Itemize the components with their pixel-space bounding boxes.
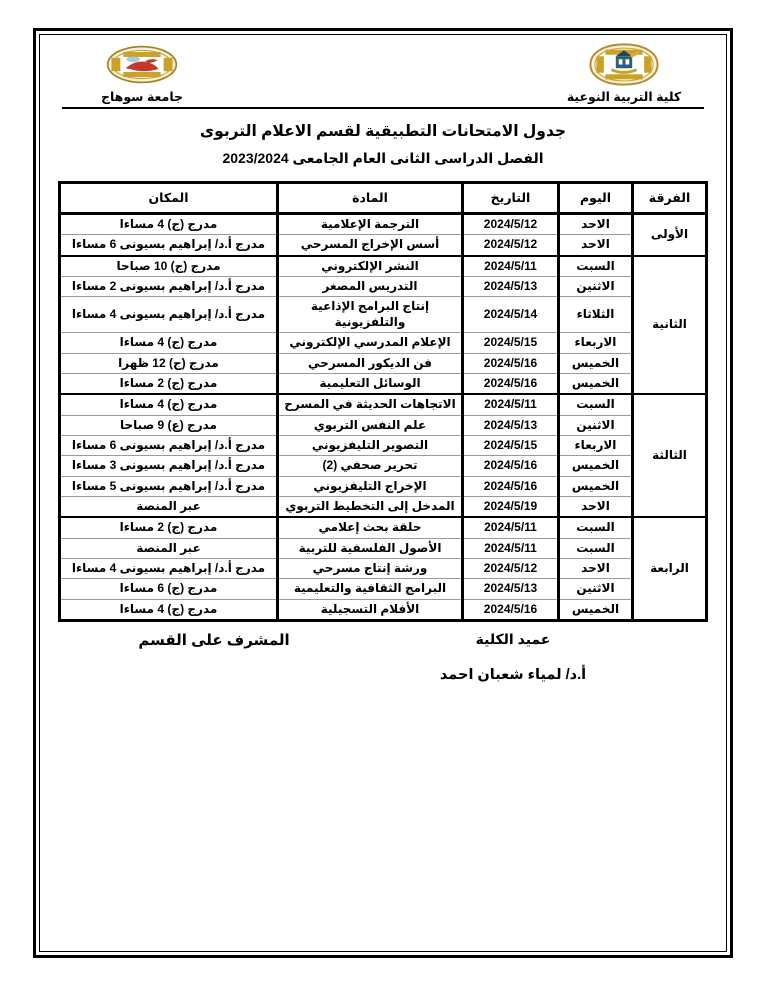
grade-cell: الثانية bbox=[633, 256, 707, 395]
table-row bbox=[60, 235, 707, 256]
day-cell: الاحد bbox=[559, 214, 633, 235]
supervisor-signature bbox=[58, 631, 370, 649]
place-cell: مدرج أ.د/ إبراهيم بسيونى 4 مساءا bbox=[60, 559, 278, 579]
table-row bbox=[60, 559, 707, 579]
header-divider bbox=[62, 107, 704, 109]
subject-cell: الوسائل التعليمية bbox=[278, 373, 463, 394]
place-cell: مدرج (ج) 2 مساءا bbox=[60, 373, 278, 394]
faculty-emblem-icon bbox=[583, 41, 665, 88]
date-cell: 2024/5/15 bbox=[463, 435, 559, 455]
day-cell: الخميس bbox=[559, 599, 633, 620]
date-cell: 2024/5/11 bbox=[463, 538, 559, 558]
table-row bbox=[60, 579, 707, 599]
letterhead bbox=[58, 31, 708, 104]
day-cell: الخميس bbox=[559, 373, 633, 394]
column-header-day: اليوم bbox=[559, 183, 633, 214]
table-row bbox=[60, 353, 707, 373]
date-cell: 2024/5/15 bbox=[463, 333, 559, 353]
table-row bbox=[60, 599, 707, 620]
subject-cell: حلقة بحث إعلامي bbox=[278, 517, 463, 538]
subject-cell: الإعلام المدرسي الإلكتروني bbox=[278, 333, 463, 353]
table-row bbox=[60, 394, 707, 415]
table-row bbox=[60, 333, 707, 353]
place-cell: مدرج (ج) 4 مساءا bbox=[60, 599, 278, 620]
dean-label: عميد الكلية bbox=[475, 631, 551, 648]
day-cell: الخميس bbox=[559, 476, 633, 496]
subject-cell: ورشة إنتاج مسرحي bbox=[278, 559, 463, 579]
date-cell: 2024/5/14 bbox=[463, 297, 559, 333]
table-body bbox=[60, 214, 707, 621]
day-cell: الاثنين bbox=[559, 415, 633, 435]
exam-schedule-table bbox=[58, 181, 708, 622]
table-row bbox=[60, 476, 707, 496]
grade-cell: الثالثة bbox=[633, 394, 707, 517]
subject-cell: التدريس المصغر bbox=[278, 277, 463, 297]
table-row bbox=[60, 373, 707, 394]
date-cell: 2024/5/11 bbox=[463, 394, 559, 415]
place-cell: مدرج (ج) 4 مساءا bbox=[60, 333, 278, 353]
date-cell: 2024/5/13 bbox=[463, 277, 559, 297]
date-cell: 2024/5/13 bbox=[463, 415, 559, 435]
place-cell: مدرج (ج) 4 مساءا bbox=[60, 214, 278, 235]
place-cell: مدرج أ.د/ إبراهيم بسيونى 2 مساءا bbox=[60, 277, 278, 297]
page-title: جدول الامتحانات التطبيقية لقسم الاعلام التربوى bbox=[199, 123, 567, 140]
day-cell: الاربعاء bbox=[559, 435, 633, 455]
subject-cell: علم النفس التربوي bbox=[278, 415, 463, 435]
date-cell: 2024/5/12 bbox=[463, 235, 559, 256]
day-cell: السبت bbox=[559, 517, 633, 538]
table-row bbox=[60, 497, 707, 518]
day-cell: الاربعاء bbox=[559, 333, 633, 353]
date-cell: 2024/5/12 bbox=[463, 559, 559, 579]
subject-cell: إنتاج البرامج الإذاعية والتلفزيونية bbox=[278, 297, 463, 333]
date-cell: 2024/5/16 bbox=[463, 456, 559, 476]
subject-cell: التصوير التليفزيوني bbox=[278, 435, 463, 455]
day-cell: الاحد bbox=[559, 235, 633, 256]
subject-cell: تحرير صحفي (2) bbox=[278, 456, 463, 476]
place-cell: عبر المنصة bbox=[60, 497, 278, 518]
date-cell: 2024/5/11 bbox=[463, 256, 559, 277]
date-cell: 2024/5/12 bbox=[463, 214, 559, 235]
table-header-row bbox=[60, 183, 707, 214]
day-cell: الخميس bbox=[559, 353, 633, 373]
subject-cell: أسس الإخراج المسرحي bbox=[278, 235, 463, 256]
day-cell: الاحد bbox=[559, 497, 633, 518]
place-cell: مدرج (ج) 2 مساءا bbox=[60, 517, 278, 538]
university-name: جامعة سوهاج bbox=[100, 90, 184, 104]
place-cell: مدرج (ج) 6 مساءا bbox=[60, 579, 278, 599]
day-cell: الاحد bbox=[559, 559, 633, 579]
day-cell: الاثنين bbox=[559, 277, 633, 297]
university-brand bbox=[58, 41, 226, 104]
table-row bbox=[60, 256, 707, 277]
day-cell: السبت bbox=[559, 538, 633, 558]
column-header-date: التاريخ bbox=[463, 183, 559, 214]
day-cell: الاثنين bbox=[559, 579, 633, 599]
table-row bbox=[60, 297, 707, 333]
place-cell: مدرج (ع) 9 صباحا bbox=[60, 415, 278, 435]
place-cell: مدرج (ج) 12 ظهرا bbox=[60, 353, 278, 373]
supervisor-label: المشرف على القسم bbox=[138, 632, 290, 650]
faculty-brand bbox=[540, 41, 708, 104]
table-row bbox=[60, 435, 707, 455]
signature-block bbox=[58, 631, 708, 683]
date-cell: 2024/5/19 bbox=[463, 497, 559, 518]
sohag-university-emblem-icon bbox=[101, 41, 183, 88]
subject-cell: المدخل إلى التخطيط التربوي bbox=[278, 497, 463, 518]
grade-cell: الرابعة bbox=[633, 517, 707, 620]
table-row bbox=[60, 214, 707, 235]
dean-name: أ.د/ لمياء شعبان احمد bbox=[439, 667, 587, 684]
table-row bbox=[60, 277, 707, 297]
column-header-place: المكان bbox=[60, 183, 278, 214]
date-cell: 2024/5/13 bbox=[463, 579, 559, 599]
date-cell: 2024/5/16 bbox=[463, 373, 559, 394]
table-row bbox=[60, 415, 707, 435]
place-cell: عبر المنصة bbox=[60, 538, 278, 558]
column-header-subject: المادة bbox=[278, 183, 463, 214]
place-cell: مدرج أ.د/ إبراهيم بسيونى 6 مساءا bbox=[60, 435, 278, 455]
place-cell: مدرج (ج) 10 صباحا bbox=[60, 256, 278, 277]
page-subtitle: الفصل الدراسى الثانى العام الجامعى 2023/2024 bbox=[222, 150, 544, 166]
place-cell: مدرج أ.د/ إبراهيم بسيونى 5 مساءا bbox=[60, 476, 278, 496]
day-cell: الخميس bbox=[559, 456, 633, 476]
subject-cell: الأصول الفلسفية للتربية bbox=[278, 538, 463, 558]
date-cell: 2024/5/16 bbox=[463, 476, 559, 496]
column-header-grade: الفرقة bbox=[633, 183, 707, 214]
subject-cell: الاتجاهات الحديثة في المسرح bbox=[278, 394, 463, 415]
table-row bbox=[60, 538, 707, 558]
day-cell: السبت bbox=[559, 256, 633, 277]
subject-cell: الأفلام التسجيلية bbox=[278, 599, 463, 620]
place-cell: مدرج أ.د/ إبراهيم بسيونى 3 مساءا bbox=[60, 456, 278, 476]
day-cell: الثلاثاء bbox=[559, 297, 633, 333]
place-cell: مدرج أ.د/ إبراهيم بسيونى 4 مساءا bbox=[60, 297, 278, 333]
subject-cell: فن الديكور المسرحي bbox=[278, 353, 463, 373]
day-cell: السبت bbox=[559, 394, 633, 415]
table-row bbox=[60, 456, 707, 476]
subject-cell: النشر الإلكتروني bbox=[278, 256, 463, 277]
subject-cell: الترجمة الإعلامية bbox=[278, 214, 463, 235]
place-cell: مدرج أ.د/ إبراهيم بسيونى 6 مساءا bbox=[60, 235, 278, 256]
date-cell: 2024/5/11 bbox=[463, 517, 559, 538]
dean-signature bbox=[370, 631, 656, 683]
document-page bbox=[33, 28, 733, 958]
date-cell: 2024/5/16 bbox=[463, 599, 559, 620]
place-cell: مدرج (ج) 4 مساءا bbox=[60, 394, 278, 415]
date-cell: 2024/5/16 bbox=[463, 353, 559, 373]
subject-cell: الإخراج التليفزيوني bbox=[278, 476, 463, 496]
subject-cell: البرامج الثقافية والتعليمية bbox=[278, 579, 463, 599]
grade-cell: الأولى bbox=[633, 214, 707, 256]
faculty-name: كلية التربية النوعية bbox=[566, 90, 682, 104]
table-row bbox=[60, 517, 707, 538]
